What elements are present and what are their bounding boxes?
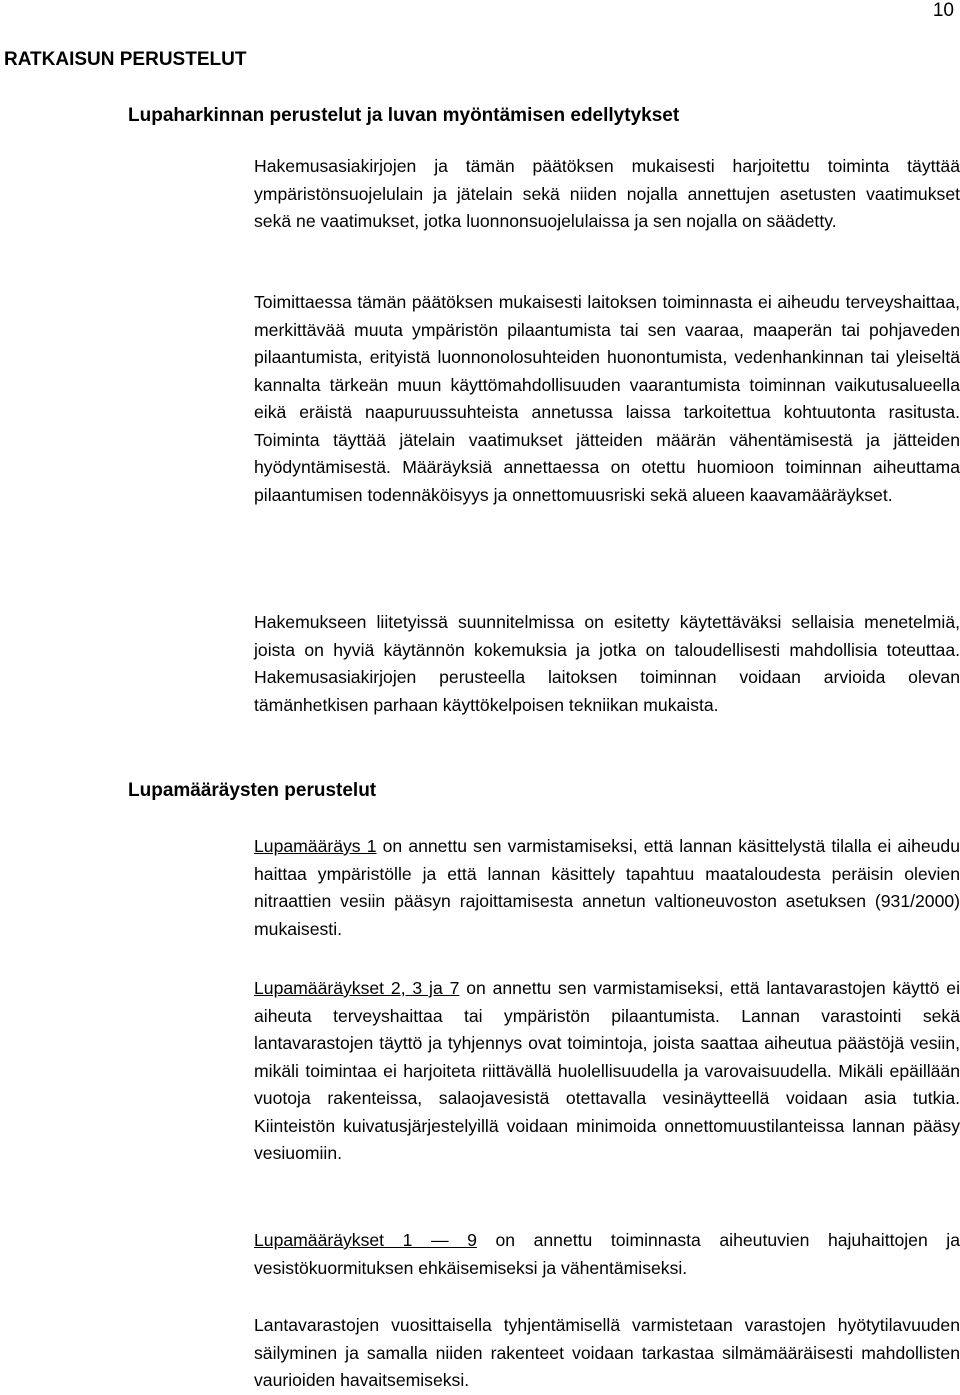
permit-reference-1: Lupamääräys 1 xyxy=(254,836,377,856)
permit-reference-2-3-7: Lupamääräykset 2, 3 ja 7 xyxy=(254,978,460,998)
section-heading-lupaharkinta: Lupaharkinnan perustelut ja luvan myöntämisen edellytykset xyxy=(128,105,680,126)
paragraph-permit-2-3-7 xyxy=(254,975,960,1168)
permit-reference-1-9: Lupamääräykset 1 — 9 xyxy=(254,1230,477,1250)
paragraph-annual-emptying: Lantavarastojen vuosittaisella tyhjentämisellä varmistetaan varastojen hyötytilavuuden säilyminen ja samalla niiden rakenteet voidaan tarkastaa silmämääräisesti mahdollisten vaurioiden havaitsemiseksi. xyxy=(254,1315,960,1390)
paragraph-no-harm: Toimittaessa tämän päätöksen mukaisesti laitoksen toiminnasta ei aiheudu terveyshaittaa, merkittävää muuta ympäristön pilaantumista tai sen vaaraa, maaperän tai pohjaveden pilaantumista, erityistä luonnonolosuhteiden huonontumista, vedenhankinnan tai yleiseltä kannalta tärkeän muun käyttömahdollisuuden vaarantumista toiminnan vaikutusalueella eikä eräistä naapuruussuhteista annetussa laissa tarkoitettua kohtuutonta rasitusta. Toiminta täyttää jätelain vaatimukset jätteiden määrän vähentämisestä ja jätteiden hyödyntämisestä. Määräyksiä annettaessa on otettu huomioon toiminnan aiheuttama pilaantumisen todennäköisyys ja onnettomuusriski sekä alueen kaavamääräykset. xyxy=(254,292,960,505)
section-heading-lupamaaraykset: Lupamääräysten perustelut xyxy=(128,780,377,801)
main-heading: RATKAISUN PERUSTELUT xyxy=(4,49,247,70)
paragraph-requirements: Hakemusasiakirjojen ja tämän päätöksen mukaisesti harjoitettu toiminta täyttää ympäristönsuojelulain ja jätelain sekä niiden nojalla annettujen asetusten vaatimukset sekä ne vaatimukset, jotka luonnonsuojelulaissa ja sen nojalla on säädetty. xyxy=(254,156,960,231)
paragraph-text: on annettu sen varmistamiseksi, että lannan käsittelystä tilalla ei aiheudu haittaa ympäristölle ja että lannan käsittely tapahtuu maataloudesta peräisin olevien nitraattien vesiin pääsyn rajoittamisesta annetun valtioneuvoston asetuksen (931/2000) mukaisesti. xyxy=(254,836,960,939)
paragraph-text: on annettu sen varmistamiseksi, että lantavarastojen käyttö ei aiheuta terveyshaittaa tai ympäristön pilaantumista. Lannan varastointi sekä lantavarastojen täyttö ja tyhjennys ovat toimintoja, joista saattaa aiheutua päästöjä vesiin, mikäli toimintaa ei harjoiteta riittävällä huolellisuudella ja varovaisuudella. Mikäli epäillään vuotoja rakenteissa, salaojavesistä otettavalla vesinäytteellä voidaan asia tutkia. Kiinteistön kuivatusjärjestelyillä voidaan minimoida onnettomuustilanteissa lannan pääsy vesiuomiin. xyxy=(254,978,960,1163)
paragraph-best-technique: Hakemukseen liitetyissä suunnitelmissa on esitetty käytettäväksi sellaisia menetelmiä, joista on hyviä käytännön kokemuksia ja jotka on taloudellisesti mahdollisia toteuttaa. Hakemusasiakirjojen perusteella laitoksen toiminnan voidaan arvioida olevan tämänhetkisen parhaan käyttökelpoisen tekniikan mukaista. xyxy=(254,612,960,715)
page-number: 10 xyxy=(932,0,954,21)
paragraph-permit-1 xyxy=(254,833,960,943)
paragraph-permit-1-9 xyxy=(254,1227,960,1282)
paragraph-text: on annettu toiminnasta aiheutuvien hajuhaittojen ja vesistökuormituksen ehkäisemiseksi ja vähentämiseksi. xyxy=(254,1230,960,1278)
